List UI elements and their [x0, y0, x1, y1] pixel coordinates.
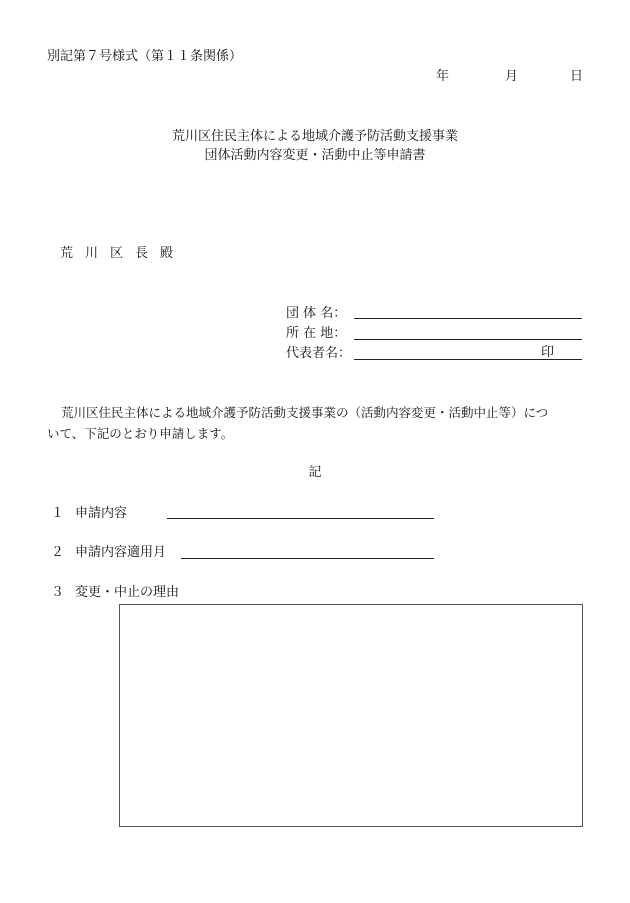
date-year-label: 年: [436, 69, 450, 84]
body-text-line2: いて、下記のとおり申請します。: [47, 426, 234, 441]
group-name-field-line: [354, 318, 582, 319]
addressee: 荒川区長殿: [60, 246, 186, 261]
representative-label: 代表者名：: [286, 346, 352, 361]
item-2-field-line: [181, 558, 434, 559]
reason-text-box[interactable]: [119, 604, 583, 827]
item-label: 申請内容: [75, 506, 128, 521]
item-1-field-line: [167, 518, 434, 519]
ki-heading: 記: [308, 465, 322, 480]
item-number: ３: [51, 585, 65, 600]
item-number: ２: [51, 545, 65, 560]
date-month-label: 月: [505, 69, 519, 84]
location-field-line: [354, 339, 582, 340]
seal-mark: 印: [541, 345, 555, 360]
document-title-line2: 団体活動内容変更・活動中止等申請書: [204, 148, 426, 163]
location-label: 所 在 地：: [286, 326, 347, 341]
document-title-line1: 荒川区住民主体による地域介護予防活動支援事業: [171, 129, 458, 144]
item-number: １: [51, 506, 65, 521]
form-number: 別記第７号様式（第１１条関係）: [47, 49, 243, 64]
group-name-label: 団 体 名：: [286, 306, 347, 321]
item-label: 変更・中止の理由: [75, 585, 180, 600]
date-day-label: 日: [570, 69, 584, 84]
body-text-line1: 荒川区住民主体による地域介護予防活動支援事業の（活動内容変更・活動中止等）につ: [61, 405, 549, 420]
item-label: 申請内容適用月: [75, 545, 167, 560]
